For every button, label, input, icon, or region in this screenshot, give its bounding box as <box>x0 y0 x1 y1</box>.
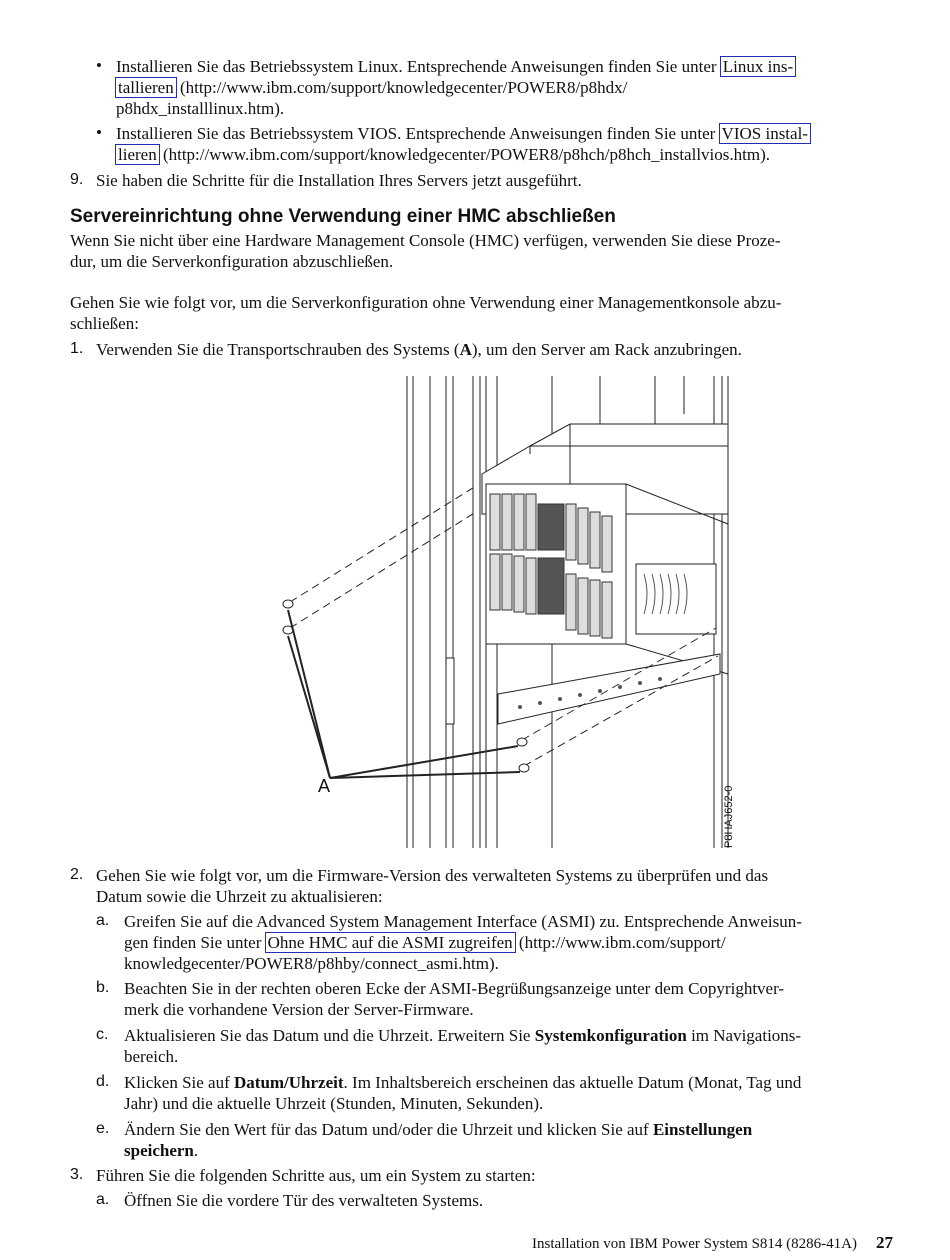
link-vios-installieren[interactable]: VIOS instal- <box>719 123 811 144</box>
link-vios-installieren-cont[interactable]: lieren <box>115 144 160 165</box>
step-3-text: Führen Sie die folgenden Schritte aus, um ein System zu starten: <box>96 1166 536 1185</box>
step-2a-line-2: gen finden Sie unter Ohne HMC auf die ASMI zugreifen (http://www.ibm.com/support/ <box>124 933 726 952</box>
step-2b-line-2: merk die vorhandene Version der Server-Firmware. <box>124 1000 474 1019</box>
step-9-number: 9. <box>70 171 84 188</box>
bullet-1-line-3: p8hdx_installlinux.htm). <box>116 99 285 118</box>
step-2a-line-3: knowledgecenter/POWER8/p8hby/connect_asmi.htm). <box>124 954 499 973</box>
link-linux-installieren[interactable]: Linux ins- <box>720 56 796 77</box>
server-rack-installation-figure <box>270 374 740 852</box>
bullet-marker: • <box>96 123 102 142</box>
step-2d-label: d. <box>96 1073 110 1090</box>
step-2d-line-1: Klicken Sie auf Datum/Uhrzeit. Im Inhaltsbereich erscheinen das aktuelle Datum (Monat, Tag und <box>124 1073 802 1092</box>
step-2c-label: c. <box>96 1026 109 1043</box>
bullet-2-line-1: Installieren Sie das Betriebssystem VIOS. Entsprechende Anweisungen finden Sie unter VIOS instal- <box>116 123 810 144</box>
procedure-paragraph-line-1: Gehen Sie wie folgt vor, um die Serverkonfiguration ohne Verwendung einer Managementkonsole abzu- <box>70 293 782 312</box>
bullet-1-line-1: Installieren Sie das Betriebssystem Linux. Entsprechende Anweisungen finden Sie unter Linux ins- <box>116 56 795 77</box>
step-2e-line-2: speichern. <box>124 1141 199 1160</box>
step-2b-label: b. <box>96 979 110 996</box>
bullet-2-line-2: lieren (http://www.ibm.com/support/knowledgecenter/POWER8/p8hch/p8hch_installvios.htm). <box>116 144 770 165</box>
step-1-text: Verwenden Sie die Transportschrauben des Systems (A), um den Server am Rack anzubringen. <box>96 340 742 359</box>
figure-id: P8HAJ652-0 <box>723 785 735 848</box>
intro-paragraph-line-2: dur, um die Serverkonfiguration abzuschließen. <box>70 252 394 271</box>
step-2-line-2: Datum sowie die Uhrzeit zu aktualisieren: <box>96 887 383 906</box>
step-2c-line-2: bereich. <box>124 1047 179 1066</box>
link-asmi-zugreifen[interactable]: Ohne HMC auf die ASMI zugreifen <box>265 932 516 953</box>
step-2-number: 2. <box>70 866 84 883</box>
procedure-paragraph-line-2: schließen: <box>70 314 139 333</box>
step-2d-line-2: Jahr) und die aktuelle Uhrzeit (Stunden, Minuten, Sekunden). <box>124 1094 544 1113</box>
step-2e-line-1: Ändern Sie den Wert für das Datum und/oder die Uhrzeit und klicken Sie auf Einstellungen <box>124 1120 753 1139</box>
page-number: 27 <box>876 1233 893 1252</box>
step-3a-text: Öffnen Sie die vordere Tür des verwalteten Systems. <box>124 1191 484 1210</box>
step-2e-label: e. <box>96 1120 110 1137</box>
bullet-1-line-2: tallieren (http://www.ibm.com/support/knowledgecenter/POWER8/p8hdx/ <box>116 77 627 98</box>
step-1-number: 1. <box>70 340 84 357</box>
step-3-number: 3. <box>70 1166 84 1183</box>
step-2a-label: a. <box>96 912 110 929</box>
step-2-line-1: Gehen Sie wie folgt vor, um die Firmware-Version des verwalteten Systems zu überprüfen und das <box>96 866 769 885</box>
link-linux-installieren-cont[interactable]: tallieren <box>115 77 177 98</box>
callout-label-a: A <box>318 776 331 796</box>
step-3a-label: a. <box>96 1191 110 1208</box>
bullet-marker: • <box>96 56 102 75</box>
page-footer-title: Installation von IBM Power System S814 (8286-41A) <box>532 1236 857 1252</box>
intro-paragraph-line-1: Wenn Sie nicht über eine Hardware Management Console (HMC) verfügen, verwenden Sie diese Proze- <box>70 231 781 250</box>
step-9-text: Sie haben die Schritte für die Installation Ihres Servers jetzt ausgeführt. <box>96 171 582 190</box>
step-2b-line-1: Beachten Sie in der rechten oberen Ecke der ASMI-Begrüßungsanzeige unter dem Copyrightver- <box>124 979 785 998</box>
step-2a-line-1: Greifen Sie auf die Advanced System Management Interface (ASMI) zu. Entsprechende Anweisun- <box>124 912 802 931</box>
section-heading: Servereinrichtung ohne Verwendung einer HMC abschließen <box>70 206 616 227</box>
step-2c-line-1: Aktualisieren Sie das Datum und die Uhrzeit. Erweitern Sie Systemkonfiguration im Navigations- <box>124 1026 802 1045</box>
